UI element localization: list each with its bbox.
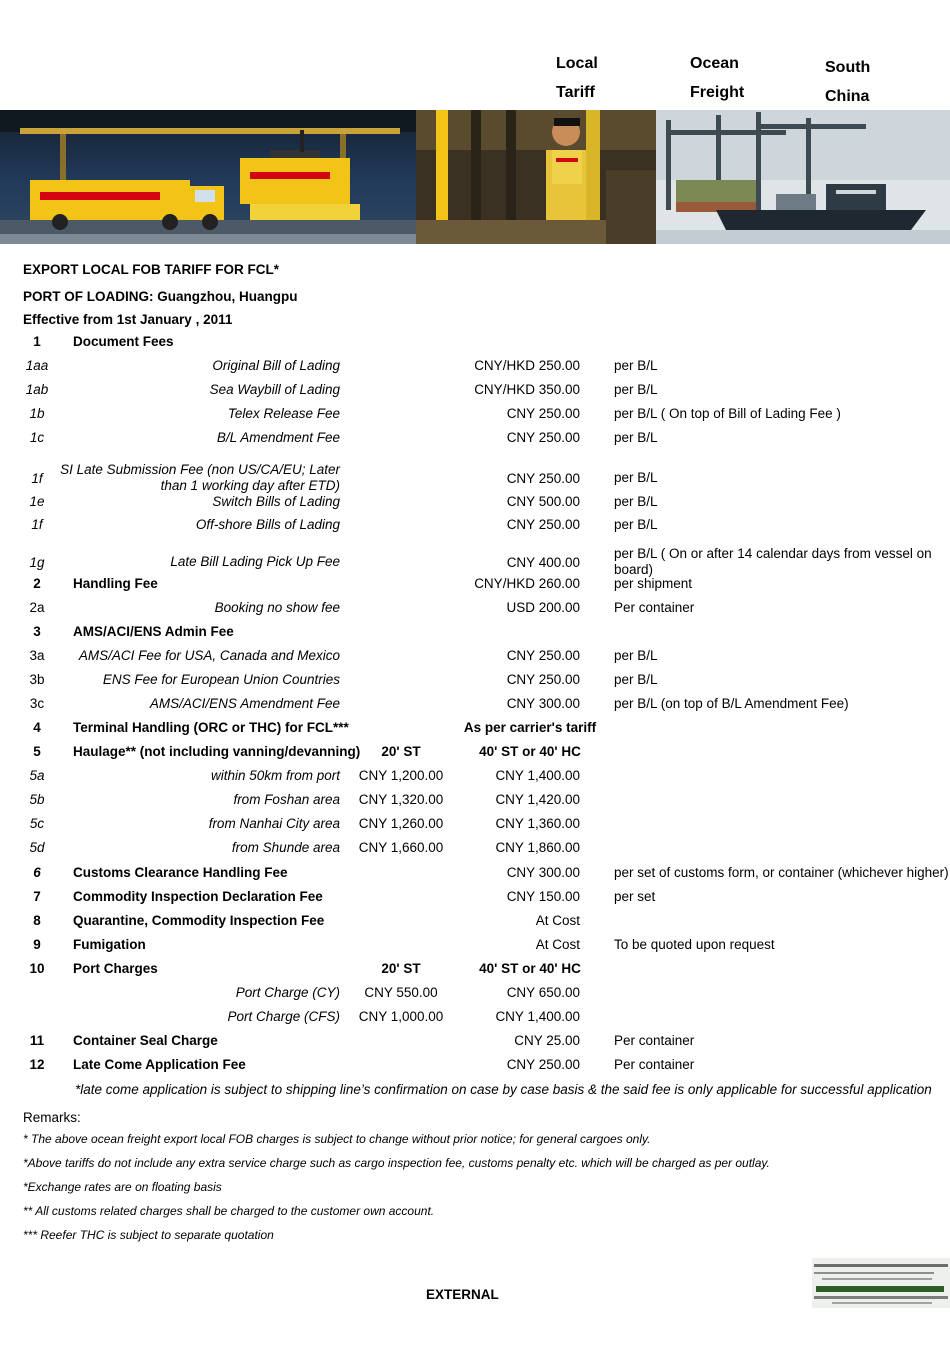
row-description: Booking no show fee <box>214 600 340 615</box>
row-unit: per B/L <box>614 494 658 509</box>
tariff-row <box>0 744 950 762</box>
row-section-title: Handling Fee <box>73 576 158 591</box>
row-amount: CNY 1,360.00 <box>495 816 580 831</box>
row-number: 5 <box>33 744 41 759</box>
document-classification: EXTERNAL <box>426 1287 499 1302</box>
row-number: 6 <box>33 865 41 880</box>
row-number: 3b <box>29 672 45 687</box>
tariff-row <box>0 672 950 690</box>
row-number: 1 <box>33 334 41 349</box>
row-section-title: Late Come Application Fee <box>73 1057 246 1072</box>
row-amount: USD 200.00 <box>506 600 580 615</box>
row-amount: CNY 250.00 <box>506 406 580 421</box>
tariff-row <box>0 546 950 578</box>
row-description: Switch Bills of Lading <box>212 494 340 509</box>
row-amount: CNY 1,860.00 <box>495 840 580 855</box>
row-number: 4 <box>33 720 41 735</box>
row-section-title: Port Charges <box>73 961 158 976</box>
header-word: Ocean <box>690 55 739 72</box>
row-number: 1g <box>29 554 45 570</box>
row-section-title: Customs Clearance Handling Fee <box>73 865 288 880</box>
header-word: China <box>825 88 870 105</box>
row-unit: per B/L <box>614 672 658 687</box>
row-unit: per set of customs form, or container (whichever higher) <box>614 865 949 880</box>
row-number: 5c <box>29 816 45 831</box>
tariff-row <box>0 517 950 535</box>
row-section-title: Commodity Inspection Declaration Fee <box>73 889 323 904</box>
effective-date: Effective from 1st January , 2011 <box>23 312 233 327</box>
row-number: 1ab <box>25 382 49 397</box>
tariff-row <box>0 494 950 512</box>
remark-item: *Above tariffs do not include any extra service charge such as cargo inspection fee, customs penalty etc. which will be charged as per outlay. <box>23 1156 770 1170</box>
tariff-row <box>0 406 950 424</box>
row-description: B/L Amendment Fee <box>216 430 340 445</box>
row-unit: per set <box>614 889 656 904</box>
row-unit: per B/L <box>614 648 658 663</box>
row-number: 12 <box>29 1057 45 1072</box>
row-unit: per B/L (on top of B/L Amendment Fee) <box>614 696 849 711</box>
row-unit: per B/L <box>614 517 658 532</box>
tariff-row <box>0 985 950 1003</box>
row-description: Off-shore Bills of Lading <box>195 517 340 532</box>
row-unit: per B/L <box>614 382 658 397</box>
tariff-row <box>0 462 950 494</box>
row-number: 10 <box>29 961 45 976</box>
amount-20ft: CNY 1,660.00 <box>358 840 444 855</box>
row-section-title: Terminal Handling (ORC or THC) for FCL*** <box>73 720 349 735</box>
row-amount: At Cost <box>535 913 580 928</box>
header-word: Tariff <box>556 84 595 101</box>
row-description: Original Bill of Lading <box>212 358 340 373</box>
column-header-40ft: 40' ST or 40' HC <box>479 744 581 759</box>
row-amount: CNY 400.00 <box>506 554 580 570</box>
remark-item: * The above ocean freight export local FOB charges is subject to change without prior notice; for general cargoes only. <box>23 1132 651 1146</box>
row-number: 5d <box>29 840 45 855</box>
tariff-row <box>0 358 950 376</box>
row-description: within 50km from port <box>210 768 340 783</box>
tariff-row <box>0 792 950 810</box>
port-of-loading: PORT OF LOADING: Guangzhou, Huangpu <box>23 289 298 304</box>
row-amount: CNY 300.00 <box>506 865 580 880</box>
row-description: from Shunde area <box>231 840 340 855</box>
row-amount: CNY 500.00 <box>506 494 580 509</box>
tariff-title: EXPORT LOCAL FOB TARIFF FOR FCL* <box>23 262 279 277</box>
row-description: AMS/ACI/ENS Amendment Fee <box>149 696 340 711</box>
row-number: 1f <box>31 470 43 486</box>
remark-item: ** All customs related charges shall be charged to the customer own account. <box>23 1204 435 1218</box>
row-number: 1f <box>31 517 43 532</box>
late-come-note: *late come application is subject to shipping line’s confirmation on case by case basis & the said fee is only applicable for successful application <box>75 1082 932 1097</box>
row-number: 1aa <box>25 358 49 373</box>
row-section-title: AMS/ACI/ENS Admin Fee <box>73 624 234 639</box>
column-header-40ft: As per carrier's tariff <box>463 720 597 735</box>
row-unit: per B/L ( On top of Bill of Lading Fee ) <box>614 406 841 421</box>
row-section-title: Container Seal Charge <box>73 1033 218 1048</box>
row-amount: CNY/HKD 250.00 <box>474 358 580 373</box>
row-number: 8 <box>33 913 41 928</box>
row-unit: To be quoted upon request <box>614 937 775 952</box>
row-number: 11 <box>29 1033 45 1048</box>
row-unit: Per container <box>614 600 695 615</box>
tariff-row <box>0 1033 950 1051</box>
tariff-row <box>0 937 950 955</box>
header-word: South <box>825 59 871 76</box>
tariff-row <box>0 913 950 931</box>
row-amount: CNY 650.00 <box>506 985 580 1000</box>
row-amount: CNY 250.00 <box>506 470 580 486</box>
row-number: 7 <box>33 889 41 904</box>
header-south-china <box>825 53 870 111</box>
row-amount: At Cost <box>535 937 580 952</box>
row-description: AMS/ACI Fee for USA, Canada and Mexico <box>78 648 340 663</box>
row-unit: per B/L ( On or after 14 calendar days from vessel on board) <box>614 546 932 577</box>
row-section-title: Haulage** (not including vanning/devanning) <box>73 744 361 759</box>
row-description: Late Bill Lading Pick Up Fee <box>170 554 340 569</box>
row-number: 2a <box>29 600 45 615</box>
row-amount: CNY 1,420.00 <box>495 792 580 807</box>
amount-20ft: CNY 1,320.00 <box>358 792 444 807</box>
row-number: 1e <box>29 494 45 509</box>
amount-20ft: CNY 1,200.00 <box>358 768 444 783</box>
row-number: 3c <box>29 696 45 711</box>
row-amount: CNY 1,400.00 <box>495 768 580 783</box>
row-amount: CNY/HKD 260.00 <box>474 576 580 591</box>
amount-20ft: CNY 1,000.00 <box>358 1009 444 1024</box>
tariff-row <box>0 865 950 883</box>
row-amount: CNY 250.00 <box>506 1057 580 1072</box>
header-ocean-freight <box>690 49 744 107</box>
row-amount: CNY 250.00 <box>506 648 580 663</box>
banner <box>0 110 950 244</box>
column-header-20ft: 20' ST <box>381 961 421 976</box>
tariff-row <box>0 1009 950 1027</box>
row-number: 1c <box>29 430 45 445</box>
tariff-row <box>0 334 950 352</box>
row-description: from Foshan area <box>233 792 340 807</box>
row-number: 5a <box>29 768 45 783</box>
row-number: 5b <box>29 792 45 807</box>
tariff-row <box>0 720 950 738</box>
tariff-row <box>0 648 950 666</box>
tariff-row <box>0 961 950 979</box>
row-unit: per B/L <box>614 358 658 373</box>
company-logo-stamp-icon <box>812 1258 950 1308</box>
tariff-row <box>0 430 950 448</box>
row-amount: CNY 1,400.00 <box>495 1009 580 1024</box>
header-local-tariff <box>556 49 598 107</box>
row-number: 1b <box>29 406 45 421</box>
row-number: 3a <box>29 648 45 663</box>
remark-item: *** Reefer THC is subject to separate quotation <box>23 1228 274 1242</box>
row-amount: CNY 25.00 <box>514 1033 580 1048</box>
tariff-row <box>0 696 950 714</box>
forklift-worker-photo <box>416 110 656 244</box>
header-word: Local <box>556 55 598 72</box>
row-unit: per shipment <box>614 576 693 591</box>
row-section-title: Fumigation <box>73 937 146 952</box>
row-unit: per B/L <box>614 470 658 485</box>
tariff-row <box>0 840 950 858</box>
row-description: from Nanhai City area <box>208 816 340 831</box>
row-amount: CNY/HKD 350.00 <box>474 382 580 397</box>
amount-20ft: CNY 550.00 <box>364 985 438 1000</box>
row-number: 3 <box>33 624 41 639</box>
tariff-row <box>0 768 950 786</box>
tariff-row <box>0 600 950 618</box>
container-port-photo <box>656 110 950 244</box>
row-number: 9 <box>33 937 41 952</box>
tariff-row <box>0 889 950 907</box>
tariff-row <box>0 1057 950 1075</box>
header-word: Freight <box>690 84 745 101</box>
column-header-40ft: 40' ST or 40' HC <box>479 961 581 976</box>
row-number: 2 <box>33 576 41 591</box>
remark-item: *Exchange rates are on floating basis <box>23 1180 222 1194</box>
tariff-row <box>0 816 950 834</box>
row-description: Telex Release Fee <box>227 406 340 421</box>
row-description: Port Charge (CFS) <box>227 1009 340 1024</box>
column-header-20ft: 20' ST <box>381 744 421 759</box>
row-unit: Per container <box>614 1033 695 1048</box>
tariff-row <box>0 382 950 400</box>
row-amount: CNY 250.00 <box>506 672 580 687</box>
row-amount: CNY 250.00 <box>506 430 580 445</box>
row-unit: per B/L <box>614 430 658 445</box>
row-amount: CNY 250.00 <box>506 517 580 532</box>
row-description: SI Late Submission Fee (non US/CA/EU; Later than 1 working day after ETD) <box>60 462 340 493</box>
row-unit: Per container <box>614 1057 695 1072</box>
row-section-title: Document Fees <box>73 334 174 349</box>
remarks-heading: Remarks: <box>23 1110 81 1125</box>
row-amount: CNY 150.00 <box>506 889 580 904</box>
tariff-row <box>0 624 950 642</box>
row-description: Sea Waybill of Lading <box>209 382 340 397</box>
row-description: Port Charge (CY) <box>235 985 340 1000</box>
row-amount: CNY 300.00 <box>506 696 580 711</box>
row-section-title: Quarantine, Commodity Inspection Fee <box>73 913 325 928</box>
warehouse-trucks-photo <box>0 110 416 244</box>
tariff-row <box>0 576 950 594</box>
row-description: ENS Fee for European Union Countries <box>102 672 340 687</box>
amount-20ft: CNY 1,260.00 <box>358 816 444 831</box>
